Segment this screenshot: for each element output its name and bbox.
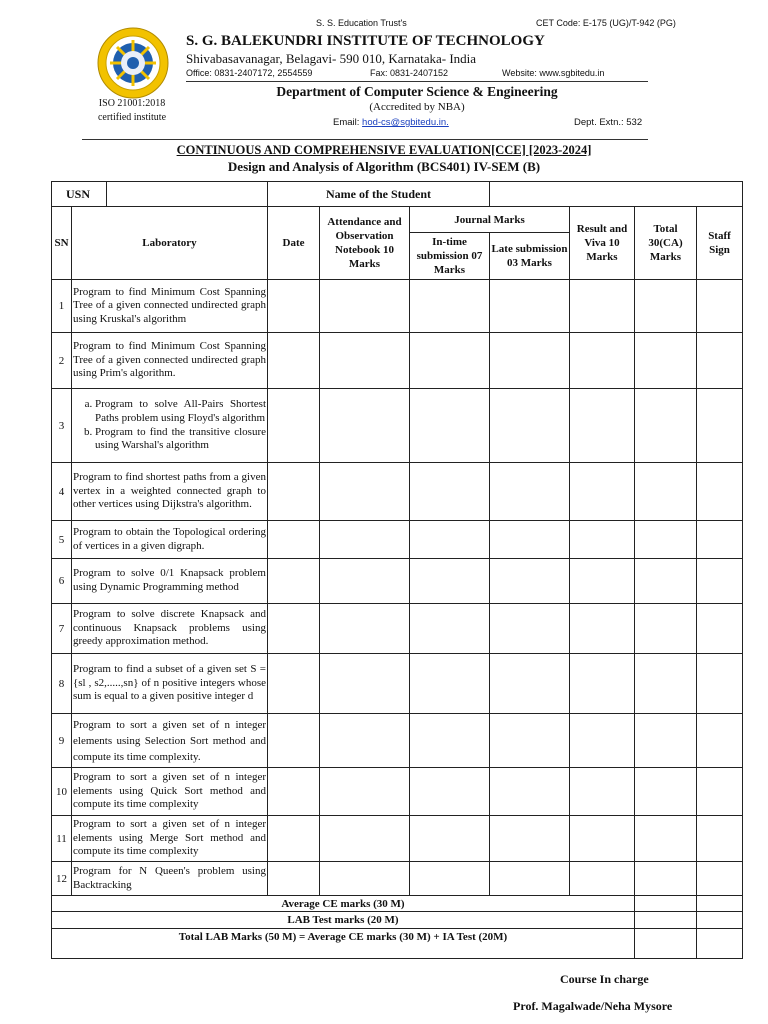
total-lab-row <box>52 929 743 959</box>
header-row-1 <box>52 207 743 233</box>
email-line <box>333 117 449 128</box>
row-sn: 1 <box>52 280 72 333</box>
row-program: Program to find a subset of a given set S = {sl , s2,.....,sn} of n positive integers whose sum is equal to a given positive integer d <box>72 654 268 714</box>
table-row <box>52 654 743 714</box>
table-row <box>52 559 743 604</box>
col-intime: In-time submission 07 Marks <box>410 233 490 280</box>
table-row <box>52 333 743 389</box>
student-name-field[interactable] <box>490 182 743 207</box>
table-row <box>52 521 743 559</box>
iso-line2: certified institute <box>97 112 167 123</box>
row-program: Program to solve discrete Knapsack and continuous Knapsack problems using greedy approximation method. <box>72 604 268 654</box>
iso-line1: ISO 21001:2018 <box>98 98 166 109</box>
lab-test-label: LAB Test marks (20 M) <box>52 912 635 929</box>
table-row <box>52 768 743 816</box>
title-divider <box>82 139 648 140</box>
table-row <box>52 816 743 862</box>
professor-names: Prof. Magalwade/Neha Mysore <box>513 999 673 1013</box>
institute-address: Shivabasavanagar, Belagavi- 590 010, Karnataka- India <box>186 51 477 66</box>
col-result-viva: Result and Viva 10 Marks <box>570 207 635 280</box>
email-label: Email: <box>333 117 360 128</box>
row-sn: 8 <box>52 654 72 714</box>
website: Website: www.sgbitedu.in <box>502 68 605 78</box>
email-link[interactable]: hod-cs@sgbitedu.in. <box>362 117 449 128</box>
course-title: Design and Analysis of Algorithm (BCS401) IV-SEM (B) <box>227 159 541 174</box>
col-staff-sign: Staff Sign <box>697 207 743 280</box>
row-program: Program to find shortest paths from a given vertex in a weighted connected graph to other vertices using Dijkstra's algorithm. <box>72 463 268 521</box>
col-attendance: Attendance and Observation Notebook 10 Marks <box>320 207 410 280</box>
row-program <box>72 389 268 463</box>
cet-code: CET Code: E-175 (UG)/T-942 (PG) <box>536 18 676 28</box>
dept-extension: Dept. Extn.: 532 <box>574 117 643 128</box>
row-program: Program to find Minimum Cost Spanning Tree of a given connected undirected graph using Kruskal's algorithm <box>72 280 268 333</box>
course-in-charge-label: Course In charge <box>560 972 649 986</box>
cce-title: CONTINUOUS AND COMPREHENSIVE EVALUATION[CCE] [2023-2024] <box>176 143 592 157</box>
row-sn: 10 <box>52 768 72 816</box>
row-sn: 12 <box>52 862 72 896</box>
row-program-part-b: b. Program to find the transitive closure using Warshal's algorithm <box>95 426 266 453</box>
row-program: Program to sort a given set of n integer elements using Selection Sort method and compute its time complexity. <box>72 714 268 768</box>
usn-row <box>52 182 743 207</box>
total-lab-label: Total LAB Marks (50 M) = Average CE marks (30 M) + IA Test (20M) <box>52 929 635 959</box>
fax-number: Fax: 0831-2407152 <box>370 68 449 78</box>
col-date: Date <box>268 207 320 280</box>
table-row <box>52 714 743 768</box>
row-program: Program to sort a given set of n integer elements using Quick Sort method and compute its time complexity <box>72 768 268 816</box>
row-sn: 6 <box>52 559 72 604</box>
average-ce-row <box>52 896 743 912</box>
col-journal: Journal Marks <box>410 207 570 233</box>
average-ce-value[interactable] <box>635 896 697 912</box>
row-sn: 2 <box>52 333 72 389</box>
student-name-label: Name of the Student <box>268 182 490 207</box>
usn-label: USN <box>66 187 91 201</box>
row-program-part-a: a. Program to solve All-Pairs Shortest Paths problem using Floyd's algorithm <box>95 398 266 425</box>
table-row <box>52 604 743 654</box>
institute-name: S. G. BALEKUNDRI INSTITUTE OF TECHNOLOGY <box>186 33 545 49</box>
total-lab-value[interactable] <box>635 929 697 959</box>
iso-certification <box>86 97 178 125</box>
accreditation: (Accredited by NBA) <box>369 101 465 113</box>
evaluation-table <box>51 181 743 959</box>
row-sn: 11 <box>52 816 72 862</box>
trust-name: S. S. Education Trust's <box>316 18 407 28</box>
col-sn: SN <box>52 207 72 280</box>
row-sn: 4 <box>52 463 72 521</box>
row-sn: 5 <box>52 521 72 559</box>
usn-cell <box>52 182 268 207</box>
table-row <box>52 862 743 896</box>
institute-logo <box>96 26 170 100</box>
row-program: Program to sort a given set of n integer elements using Merge Sort method and compute its time complexity <box>72 816 268 862</box>
table-row <box>52 463 743 521</box>
table-row <box>52 280 743 333</box>
office-phone: Office: 0831-2407172, 2554559 <box>186 68 313 78</box>
average-ce-label: Average CE marks (30 M) <box>52 896 635 912</box>
table-row <box>52 389 743 463</box>
department-name: Department of Computer Science & Engineering <box>276 84 558 99</box>
row-sn: 3 <box>52 389 72 463</box>
row-sn: 9 <box>52 714 72 768</box>
col-laboratory: Laboratory <box>72 207 268 280</box>
row-sn: 7 <box>52 604 72 654</box>
lab-test-value[interactable] <box>635 912 697 929</box>
row-program: Program to solve 0/1 Knapsack problem using Dynamic Programming method <box>72 559 268 604</box>
lab-test-row <box>52 912 743 929</box>
col-late: Late submission 03 Marks <box>490 233 570 280</box>
header-divider <box>186 81 648 82</box>
row-program: Program for N Queen's problem using Backtracking <box>72 862 268 896</box>
row-program: Program to find Minimum Cost Spanning Tree of a given connected undirected graph using Prim's algorithm. <box>72 333 268 389</box>
col-total: Total 30(CA) Marks <box>635 207 697 280</box>
row-program: Program to obtain the Topological ordering of vertices in a given digraph. <box>72 521 268 559</box>
